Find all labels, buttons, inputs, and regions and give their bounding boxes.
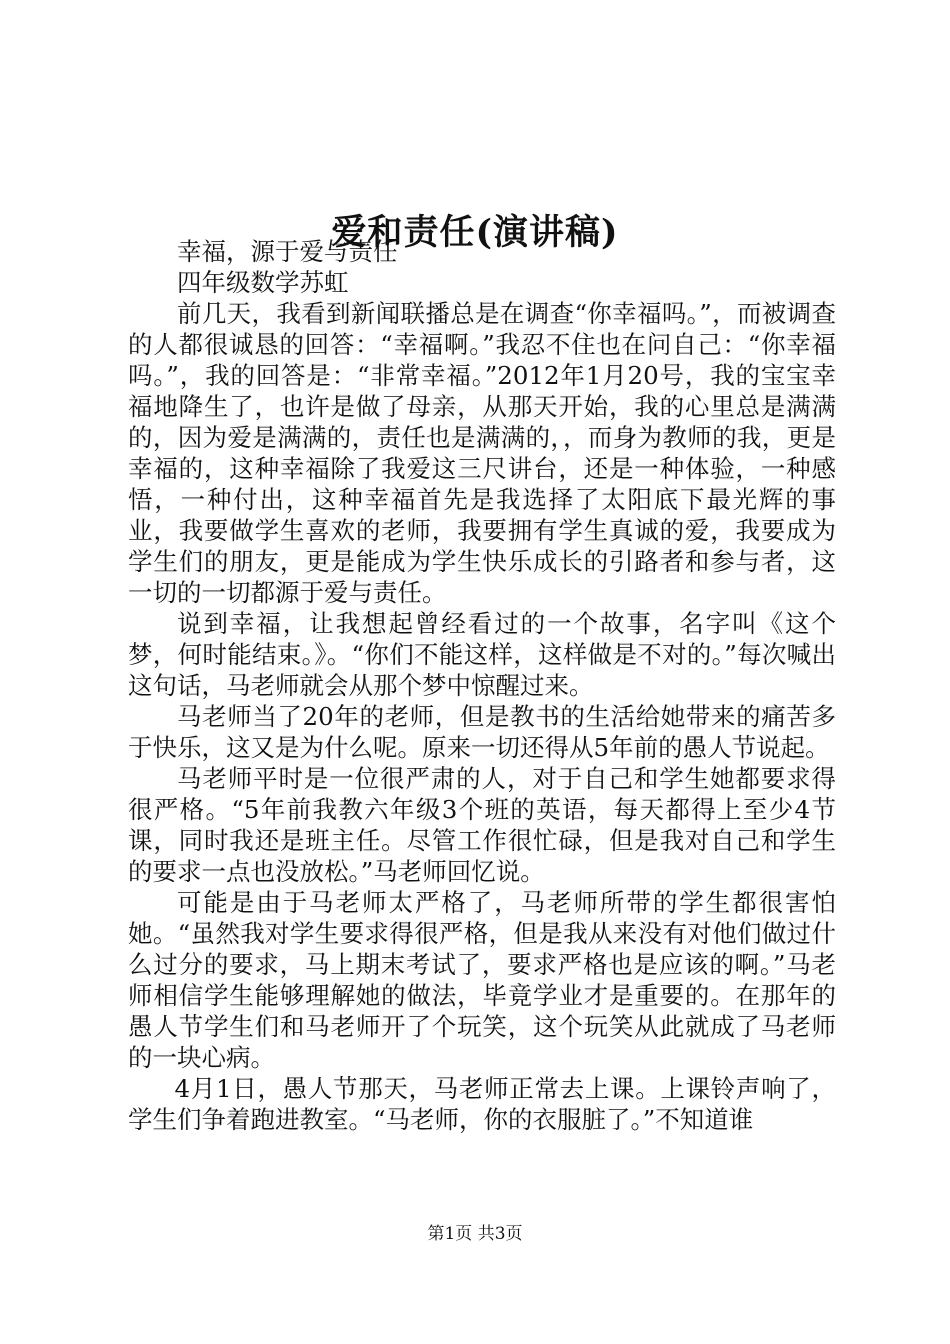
- document-body: [128, 236, 836, 1135]
- subtitle-line: 幸福，源于爱与责任: [177, 237, 398, 266]
- paragraph-5: 可能是由于马老师太严格了，马老师所带的学生都很害怕她。“虽然我对学生要求得很严格，但是我从来没有对他们做过什么过分的要求，马上期末考试了，要求严格也是应该的啊。”马老师相信学生能够理解她的做法，毕竟学业才是重要的。在那年的愚人节学生们和马老师开了个玩笑，这个玩笑从此就成了马老师的一块心病。: [128, 888, 836, 1072]
- paragraph-3: 马老师当了20年的老师，但是教书的生活给她带来的痛苦多于快乐，这又是为什么呢。原来一切还得从5年前的愚人节说起。: [128, 702, 836, 762]
- author-line: 四年级数学苏虹: [177, 268, 349, 297]
- page-number-footer: 第1页 共3页: [427, 1224, 523, 1244]
- paragraph-6: 4月1日，愚人节那天，马老师正常去上课。上课铃声响了，学生们争着跑进教室。“马老师，你的衣服脏了。”不知道谁: [128, 1074, 836, 1134]
- paragraph-1: 前几天，我看到新闻联播总是在调查“你幸福吗。”，而被调查的人都很诚恳的回答：“幸福啊。”我忍不住也在问自己：“你幸福吗。”，我的回答是：“非常幸福。”2012年1月20号，我的宝宝幸福地降生了，也许是做了母亲，从那天开始，我的心里总是满满的，因为爱是满满的，责任也是满满的，，而身为教师的我，更是幸福的，这种幸福除了我爱这三尺讲台，还是一种体验，一种感悟，一种付出，这种幸福首先是我选择了太阳底下最光辉的事业，我要做学生喜欢的老师，我要拥有学生真诚的爱，我要成为学生们的朋友，更是能成为学生快乐成长的引路者和参与者，这一切的一切都源于爱与责任。: [128, 299, 836, 607]
- paragraph-4: 马老师平时是一位很严肃的人，对于自己和学生她都要求得很严格。“5年前我教六年级3个班的英语，每天都得上至少4节课，同时我还是班主任。尽管工作很忙碌，但是我对自己和学生的要求一点也没放松。”马老师回忆说。: [128, 764, 836, 886]
- document-title: 爱和责任(演讲稿): [331, 212, 619, 254]
- paragraph-2: 说到幸福，让我想起曾经看过的一个故事，名字叫《这个梦，何时能结束。》。“你们不能这样，这样做是不对的。”每次喊出这句话，马老师就会从那个梦中惊醒过来。: [128, 609, 836, 700]
